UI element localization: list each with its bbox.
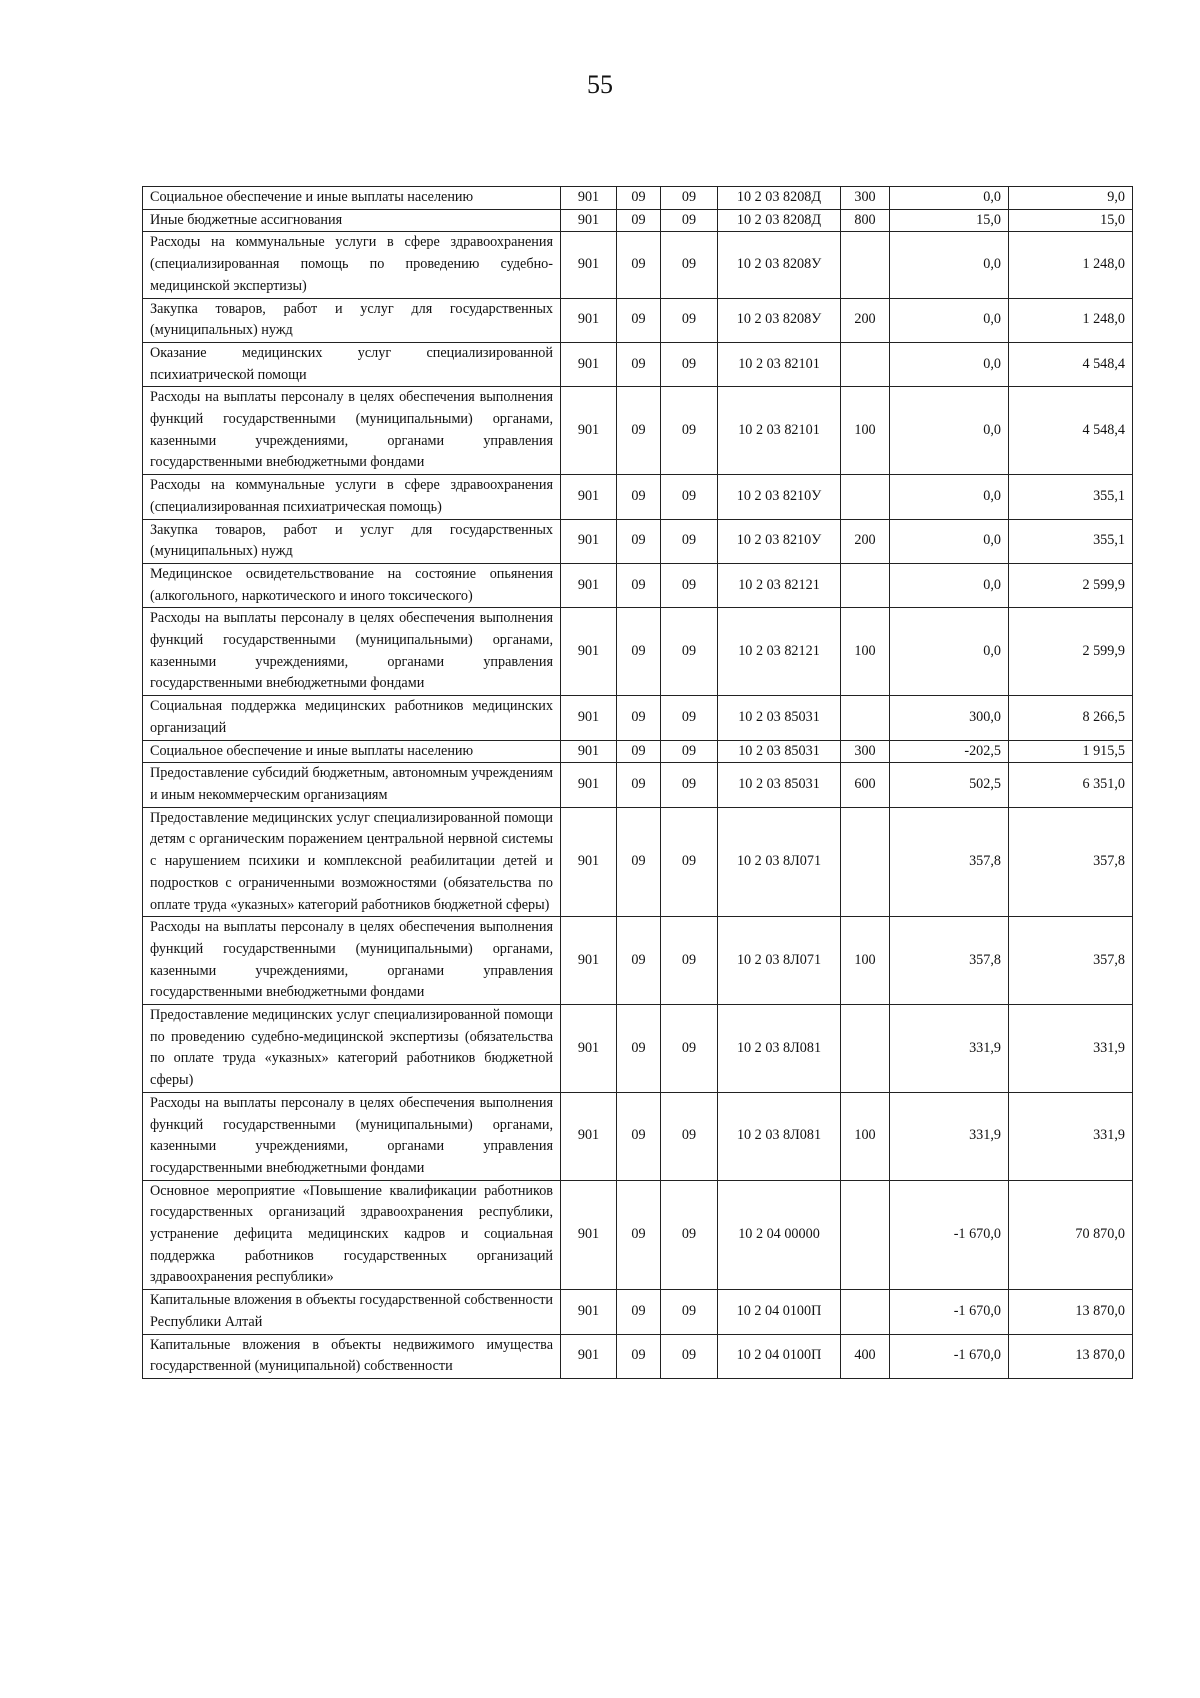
ministry-code: 901 bbox=[561, 342, 617, 386]
total-amount: 70 870,0 bbox=[1009, 1180, 1133, 1290]
row-name: Социальное обеспечение и иные выплаты населению bbox=[143, 740, 561, 763]
ministry-code: 901 bbox=[561, 1005, 617, 1093]
table-row bbox=[143, 475, 1133, 519]
target-article-code: 10 2 03 8208Д bbox=[718, 209, 841, 232]
budget-table-body bbox=[143, 187, 1133, 1379]
ministry-code: 901 bbox=[561, 807, 617, 917]
table-row bbox=[143, 1290, 1133, 1334]
target-article-code: 10 2 04 00000 bbox=[718, 1180, 841, 1290]
table-row bbox=[143, 563, 1133, 607]
expense-type-code: 400 bbox=[841, 1334, 890, 1378]
expense-type-code bbox=[841, 342, 890, 386]
ministry-code: 901 bbox=[561, 387, 617, 475]
target-article-code: 10 2 03 85031 bbox=[718, 696, 841, 740]
target-article-code: 10 2 03 8Л071 bbox=[718, 917, 841, 1005]
change-amount: 0,0 bbox=[890, 563, 1009, 607]
table-row bbox=[143, 298, 1133, 342]
total-amount: 9,0 bbox=[1009, 187, 1133, 210]
change-amount: -1 670,0 bbox=[890, 1180, 1009, 1290]
section-code: 09 bbox=[617, 1334, 661, 1378]
change-amount: -1 670,0 bbox=[890, 1290, 1009, 1334]
table-row bbox=[143, 807, 1133, 917]
subsection-code: 09 bbox=[661, 519, 718, 563]
row-name: Медицинское освидетельствование на состояние опьянения (алкогольного, наркотического и иного токсического) bbox=[143, 563, 561, 607]
row-name: Оказание медицинских услуг специализированной психиатрической помощи bbox=[143, 342, 561, 386]
change-amount: 0,0 bbox=[890, 475, 1009, 519]
total-amount: 357,8 bbox=[1009, 917, 1133, 1005]
subsection-code: 09 bbox=[661, 696, 718, 740]
total-amount: 8 266,5 bbox=[1009, 696, 1133, 740]
change-amount: 502,5 bbox=[890, 763, 1009, 807]
table-row bbox=[143, 342, 1133, 386]
target-article-code: 10 2 03 8210У bbox=[718, 475, 841, 519]
subsection-code: 09 bbox=[661, 608, 718, 696]
row-name: Предоставление медицинских услуг специализированной помощи по проведению судебно-медицинской экспертизы (обязательства по оплате труда «указных» категорий работников бюджетной сферы) bbox=[143, 1005, 561, 1093]
expense-type-code bbox=[841, 563, 890, 607]
ministry-code: 901 bbox=[561, 1290, 617, 1334]
change-amount: -1 670,0 bbox=[890, 1334, 1009, 1378]
total-amount: 13 870,0 bbox=[1009, 1334, 1133, 1378]
target-article-code: 10 2 03 82101 bbox=[718, 387, 841, 475]
expense-type-code bbox=[841, 1290, 890, 1334]
target-article-code: 10 2 04 0100П bbox=[718, 1290, 841, 1334]
section-code: 09 bbox=[617, 298, 661, 342]
target-article-code: 10 2 03 85031 bbox=[718, 763, 841, 807]
target-article-code: 10 2 03 8Л081 bbox=[718, 1005, 841, 1093]
table-row bbox=[143, 696, 1133, 740]
change-amount: 357,8 bbox=[890, 917, 1009, 1005]
ministry-code: 901 bbox=[561, 608, 617, 696]
expense-type-code: 200 bbox=[841, 519, 890, 563]
ministry-code: 901 bbox=[561, 696, 617, 740]
subsection-code: 09 bbox=[661, 298, 718, 342]
total-amount: 355,1 bbox=[1009, 475, 1133, 519]
row-name: Закупка товаров, работ и услуг для государственных (муниципальных) нужд bbox=[143, 298, 561, 342]
section-code: 09 bbox=[617, 1290, 661, 1334]
section-code: 09 bbox=[617, 917, 661, 1005]
subsection-code: 09 bbox=[661, 1092, 718, 1180]
row-name: Основное мероприятие «Повышение квалификации работников государственных организаций здравоохранения республики, устранение дефицита медицинских кадров и социальная поддержка работников государственных организаций здравоохранения республики» bbox=[143, 1180, 561, 1290]
subsection-code: 09 bbox=[661, 740, 718, 763]
ministry-code: 901 bbox=[561, 1334, 617, 1378]
change-amount: 0,0 bbox=[890, 187, 1009, 210]
expense-type-code bbox=[841, 696, 890, 740]
total-amount: 1 248,0 bbox=[1009, 298, 1133, 342]
total-amount: 4 548,4 bbox=[1009, 342, 1133, 386]
subsection-code: 09 bbox=[661, 342, 718, 386]
table-row bbox=[143, 763, 1133, 807]
change-amount: 0,0 bbox=[890, 519, 1009, 563]
expense-type-code: 100 bbox=[841, 1092, 890, 1180]
row-name: Капитальные вложения в объекты недвижимого имущества государственной (муниципальной) собственности bbox=[143, 1334, 561, 1378]
change-amount: 357,8 bbox=[890, 807, 1009, 917]
row-name: Иные бюджетные ассигнования bbox=[143, 209, 561, 232]
expense-type-code bbox=[841, 1180, 890, 1290]
row-name: Расходы на выплаты персоналу в целях обеспечения выполнения функций государственными (муниципальными) органами, казенными учреждениями, органами управления государственными внебюджетными фондами bbox=[143, 917, 561, 1005]
ministry-code: 901 bbox=[561, 740, 617, 763]
total-amount: 331,9 bbox=[1009, 1005, 1133, 1093]
total-amount: 1 915,5 bbox=[1009, 740, 1133, 763]
target-article-code: 10 2 03 8208Д bbox=[718, 187, 841, 210]
change-amount: 15,0 bbox=[890, 209, 1009, 232]
row-name: Социальное обеспечение и иные выплаты населению bbox=[143, 187, 561, 210]
row-name: Закупка товаров, работ и услуг для государственных (муниципальных) нужд bbox=[143, 519, 561, 563]
budget-table bbox=[142, 186, 1133, 1379]
total-amount: 357,8 bbox=[1009, 807, 1133, 917]
target-article-code: 10 2 03 8Л081 bbox=[718, 1092, 841, 1180]
change-amount: 331,9 bbox=[890, 1092, 1009, 1180]
ministry-code: 901 bbox=[561, 1092, 617, 1180]
total-amount: 13 870,0 bbox=[1009, 1290, 1133, 1334]
expense-type-code: 100 bbox=[841, 917, 890, 1005]
change-amount: 0,0 bbox=[890, 608, 1009, 696]
target-article-code: 10 2 03 8208У bbox=[718, 298, 841, 342]
ministry-code: 901 bbox=[561, 475, 617, 519]
total-amount: 15,0 bbox=[1009, 209, 1133, 232]
subsection-code: 09 bbox=[661, 1180, 718, 1290]
table-row bbox=[143, 232, 1133, 298]
target-article-code: 10 2 03 82121 bbox=[718, 608, 841, 696]
ministry-code: 901 bbox=[561, 917, 617, 1005]
page-number: 55 bbox=[587, 70, 613, 99]
subsection-code: 09 bbox=[661, 1290, 718, 1334]
row-name: Предоставление субсидий бюджетным, автономным учреждениям и иным некоммерческим организациям bbox=[143, 763, 561, 807]
ministry-code: 901 bbox=[561, 209, 617, 232]
ministry-code: 901 bbox=[561, 1180, 617, 1290]
subsection-code: 09 bbox=[661, 1005, 718, 1093]
row-name: Расходы на выплаты персоналу в целях обеспечения выполнения функций государственными (муниципальными) органами, казенными учреждениями, органами управления государственными внебюджетными фондами bbox=[143, 1092, 561, 1180]
expense-type-code: 300 bbox=[841, 740, 890, 763]
expense-type-code: 600 bbox=[841, 763, 890, 807]
subsection-code: 09 bbox=[661, 1334, 718, 1378]
section-code: 09 bbox=[617, 475, 661, 519]
row-name: Расходы на коммунальные услуги в сфере здравоохранения (специализированная психиатрическая помощь) bbox=[143, 475, 561, 519]
expense-type-code: 300 bbox=[841, 187, 890, 210]
section-code: 09 bbox=[617, 387, 661, 475]
section-code: 09 bbox=[617, 1005, 661, 1093]
change-amount: 300,0 bbox=[890, 696, 1009, 740]
section-code: 09 bbox=[617, 519, 661, 563]
subsection-code: 09 bbox=[661, 763, 718, 807]
target-article-code: 10 2 04 0100П bbox=[718, 1334, 841, 1378]
section-code: 09 bbox=[617, 807, 661, 917]
total-amount: 2 599,9 bbox=[1009, 563, 1133, 607]
subsection-code: 09 bbox=[661, 187, 718, 210]
subsection-code: 09 bbox=[661, 387, 718, 475]
row-name: Расходы на коммунальные услуги в сфере здравоохранения (специализированная помощь по проведению судебно-медицинской экспертизы) bbox=[143, 232, 561, 298]
total-amount: 6 351,0 bbox=[1009, 763, 1133, 807]
target-article-code: 10 2 03 82101 bbox=[718, 342, 841, 386]
section-code: 09 bbox=[617, 696, 661, 740]
total-amount: 331,9 bbox=[1009, 1092, 1133, 1180]
section-code: 09 bbox=[617, 342, 661, 386]
expense-type-code: 100 bbox=[841, 608, 890, 696]
row-name: Капитальные вложения в объекты государственной собственности Республики Алтай bbox=[143, 1290, 561, 1334]
table-row bbox=[143, 740, 1133, 763]
section-code: 09 bbox=[617, 187, 661, 210]
target-article-code: 10 2 03 8Л071 bbox=[718, 807, 841, 917]
section-code: 09 bbox=[617, 608, 661, 696]
table-row bbox=[143, 608, 1133, 696]
change-amount: 0,0 bbox=[890, 387, 1009, 475]
row-name: Расходы на выплаты персоналу в целях обеспечения выполнения функций государственными (муниципальными) органами, казенными учреждениями, органами управления государственными внебюджетными фондами bbox=[143, 608, 561, 696]
section-code: 09 bbox=[617, 740, 661, 763]
subsection-code: 09 bbox=[661, 917, 718, 1005]
expense-type-code: 800 bbox=[841, 209, 890, 232]
ministry-code: 901 bbox=[561, 187, 617, 210]
subsection-code: 09 bbox=[661, 807, 718, 917]
table-row bbox=[143, 187, 1133, 210]
target-article-code: 10 2 03 85031 bbox=[718, 740, 841, 763]
table-row bbox=[143, 519, 1133, 563]
ministry-code: 901 bbox=[561, 298, 617, 342]
target-article-code: 10 2 03 82121 bbox=[718, 563, 841, 607]
expense-type-code: 100 bbox=[841, 387, 890, 475]
section-code: 09 bbox=[617, 209, 661, 232]
target-article-code: 10 2 03 8208У bbox=[718, 232, 841, 298]
row-name: Предоставление медицинских услуг специализированной помощи детям с органическим поражением центральной нервной системы с нарушением психики и комплексной реабилитации детей и подростков с ограниченными возможностями (обязательства по оплате труда «указных» категорий работников бюджетной сферы) bbox=[143, 807, 561, 917]
section-code: 09 bbox=[617, 563, 661, 607]
row-name: Расходы на выплаты персоналу в целях обеспечения выполнения функций государственными (муниципальными) органами, казенными учреждениями, органами управления государственными внебюджетными фондами bbox=[143, 387, 561, 475]
ministry-code: 901 bbox=[561, 563, 617, 607]
change-amount: 0,0 bbox=[890, 342, 1009, 386]
total-amount: 2 599,9 bbox=[1009, 608, 1133, 696]
change-amount: -202,5 bbox=[890, 740, 1009, 763]
total-amount: 355,1 bbox=[1009, 519, 1133, 563]
ministry-code: 901 bbox=[561, 232, 617, 298]
change-amount: 331,9 bbox=[890, 1005, 1009, 1093]
section-code: 09 bbox=[617, 763, 661, 807]
total-amount: 4 548,4 bbox=[1009, 387, 1133, 475]
ministry-code: 901 bbox=[561, 519, 617, 563]
change-amount: 0,0 bbox=[890, 298, 1009, 342]
subsection-code: 09 bbox=[661, 209, 718, 232]
table-row bbox=[143, 1092, 1133, 1180]
table-row bbox=[143, 387, 1133, 475]
section-code: 09 bbox=[617, 1092, 661, 1180]
table-row bbox=[143, 917, 1133, 1005]
table-row bbox=[143, 1334, 1133, 1378]
target-article-code: 10 2 03 8210У bbox=[718, 519, 841, 563]
section-code: 09 bbox=[617, 1180, 661, 1290]
table-row bbox=[143, 209, 1133, 232]
expense-type-code bbox=[841, 475, 890, 519]
table-row bbox=[143, 1180, 1133, 1290]
expense-type-code bbox=[841, 1005, 890, 1093]
expense-type-code bbox=[841, 232, 890, 298]
expense-type-code: 200 bbox=[841, 298, 890, 342]
ministry-code: 901 bbox=[561, 763, 617, 807]
change-amount: 0,0 bbox=[890, 232, 1009, 298]
expense-type-code bbox=[841, 807, 890, 917]
row-name: Социальная поддержка медицинских работников медицинских организаций bbox=[143, 696, 561, 740]
total-amount: 1 248,0 bbox=[1009, 232, 1133, 298]
subsection-code: 09 bbox=[661, 232, 718, 298]
table-row bbox=[143, 1005, 1133, 1093]
subsection-code: 09 bbox=[661, 475, 718, 519]
section-code: 09 bbox=[617, 232, 661, 298]
subsection-code: 09 bbox=[661, 563, 718, 607]
